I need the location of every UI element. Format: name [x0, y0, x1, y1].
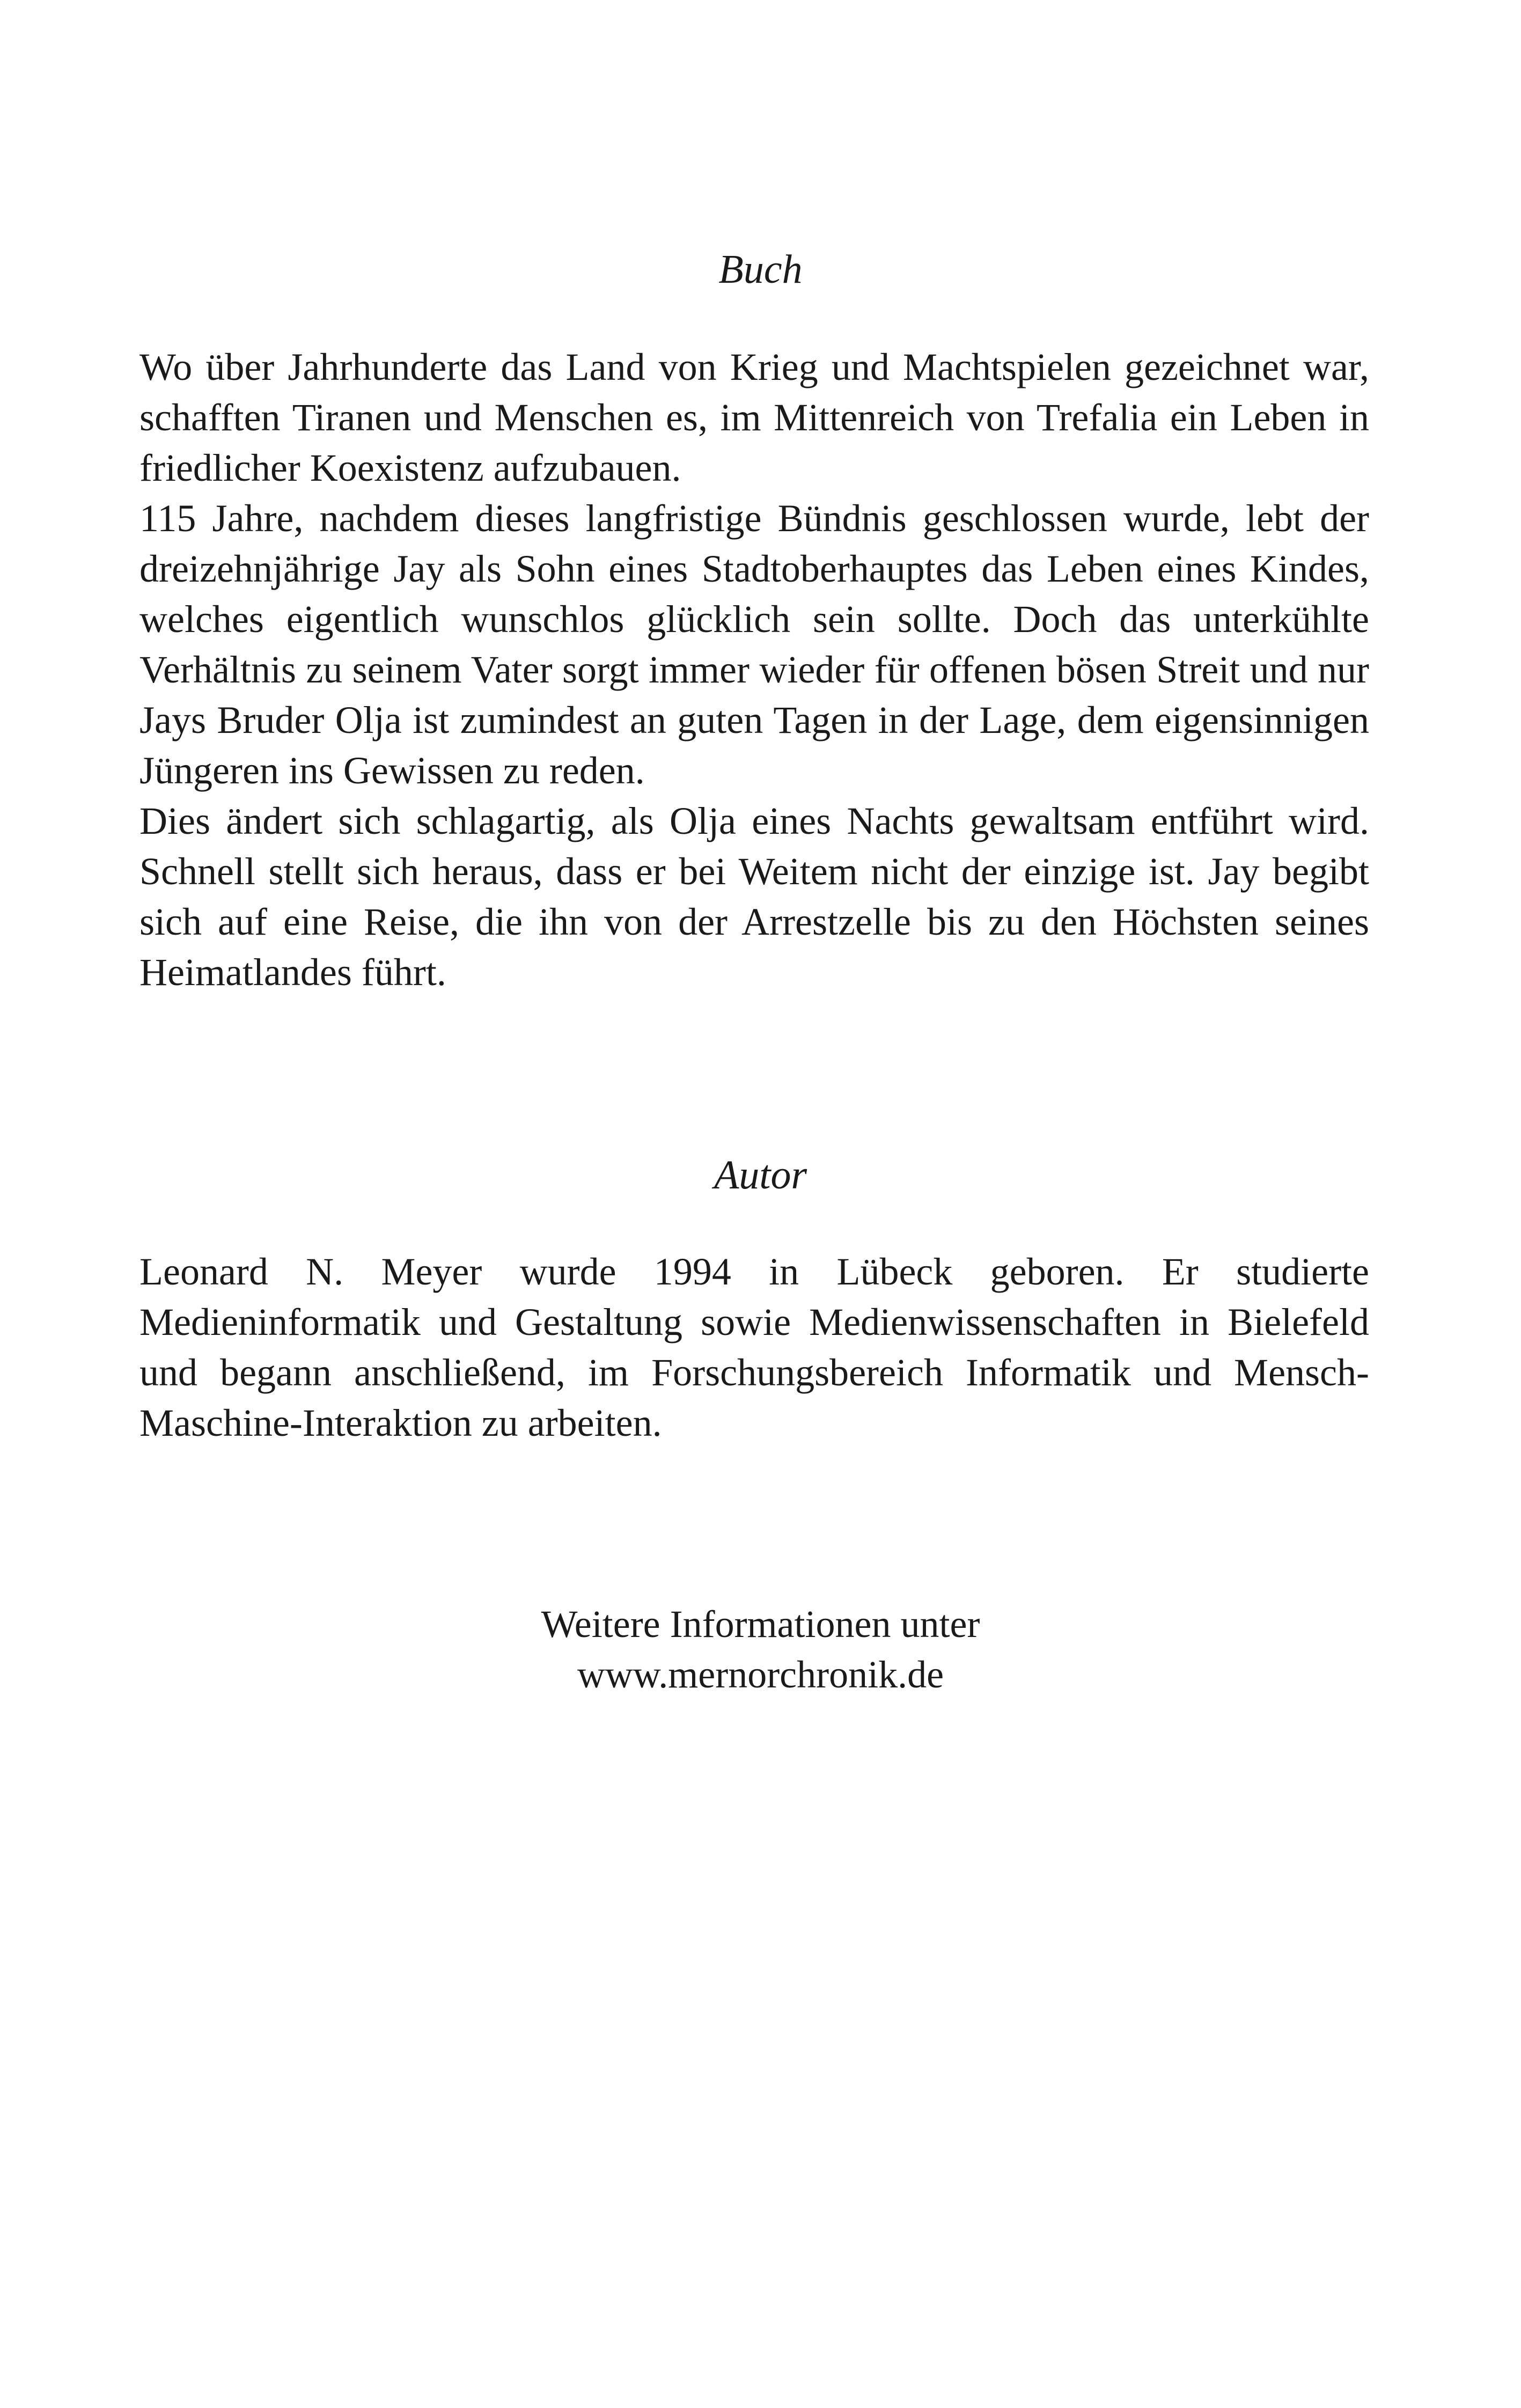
autor-text: [139, 1246, 1369, 1448]
buch-paragraph-2: 115 Jahre, nachdem dieses langfristige Bündnis geschlossen wurde, lebt der dreizehnjährige Jay als Sohn eines Stadtoberhauptes das Leben eines Kindes, welches eigentlich wunschlos glücklich sein sollte. Doch das unterkühlte Verhältnis zu seinem Vater sorgt immer wieder für offenen bösen Streit und nur Jays Bruder Olja ist zumindest an guten Tagen in der Lage, dem eigensinnigen Jüngeren ins Gewissen zu reden.: [139, 497, 1369, 792]
autor-paragraph: Leonard N. Meyer wurde 1994 in Lübeck geboren. Er studierte Medieninformatik und Gestaltung sowie Medienwissenschaften in Bielefeld und begann anschließend, im Forschungsbereich Informatik und Mensch-Maschine-Interaktion zu arbeiten.: [139, 1250, 1369, 1444]
buch-heading: Buch: [718, 247, 803, 292]
autor-heading: Autor: [714, 1152, 807, 1198]
buch-paragraph-3: Dies ändert sich schlagartig, als Olja eines Nachts gewaltsam entführt wird. Schnell stellt sich heraus, dass er bei Weitem nicht der einzige ist. Jay begibt sich auf eine Reise, die ihn von der Arrestzelle bis zu den Höchsten seines Heimatlandes führt.: [139, 799, 1369, 994]
buch-text: [139, 342, 1369, 997]
buch-paragraph-1: Wo über Jahrhunderte das Land von Krieg und Machtspielen gezeichnet war, schafften Tiranen und Menschen es, im Mittenreich von Trefalia ein Leben in friedlicher Koexistenz aufzubauen.: [139, 346, 1369, 489]
more-info-label: Weitere Informationen unter: [541, 1603, 980, 1646]
website-link[interactable]: www.mernorchronik.de: [577, 1653, 944, 1696]
more-info: [0, 1599, 1521, 1700]
